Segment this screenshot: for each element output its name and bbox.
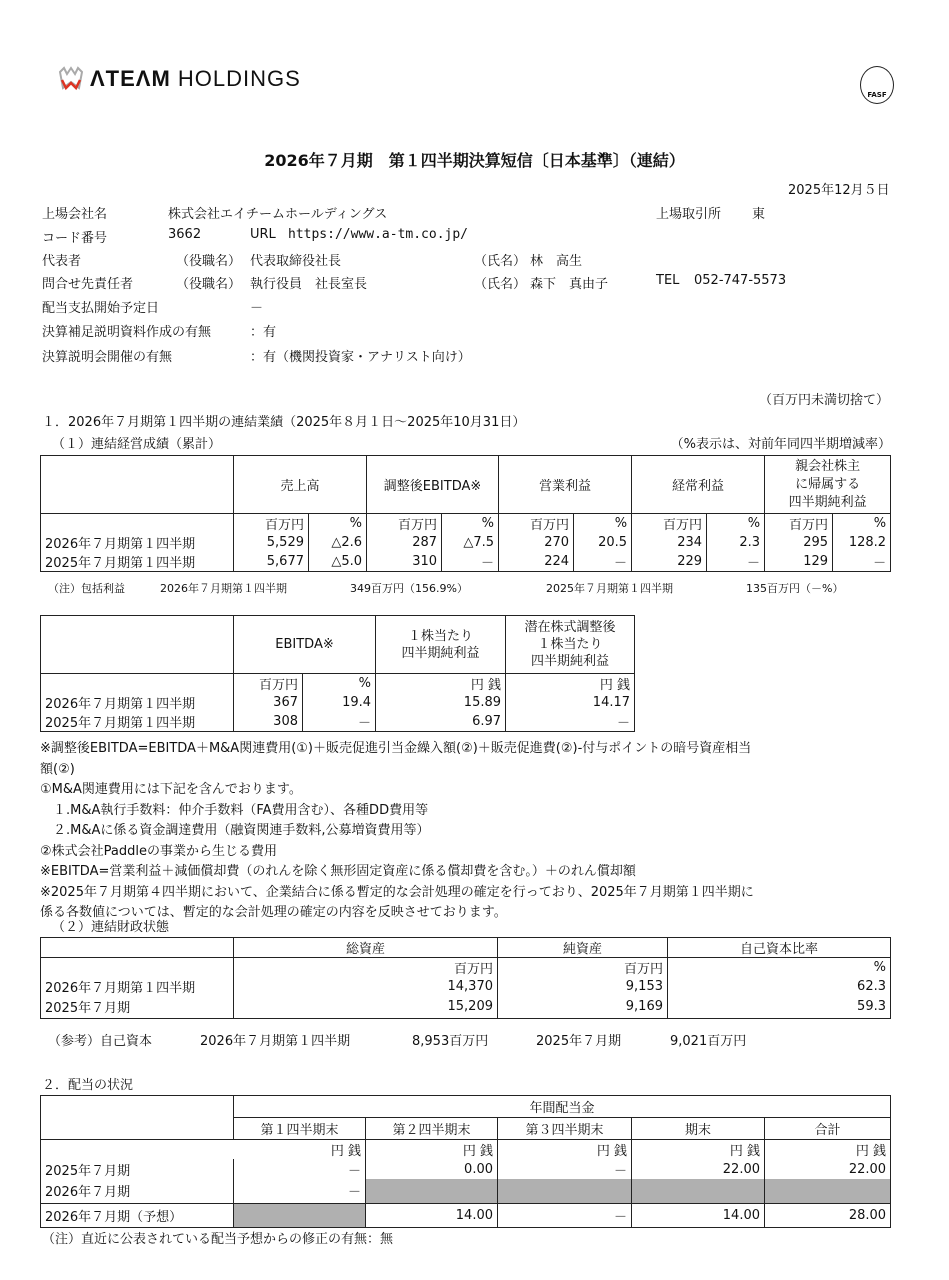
cell-value: － xyxy=(833,552,891,572)
unit: % xyxy=(442,514,499,534)
header-annual-dividend: 年間配当金 xyxy=(234,1096,891,1118)
cell-value: － xyxy=(234,1179,366,1203)
cell-value: △2.6 xyxy=(309,533,367,552)
unit: 円 銭 xyxy=(599,678,631,693)
contact-label: 問合せ先責任者 xyxy=(42,277,134,292)
header-q1: 第１四半期末 xyxy=(234,1118,366,1140)
footnote-line: ２.M&Aに係る資金調達費用（融資関連手数料,公募増資費用等） xyxy=(40,823,430,838)
table-row xyxy=(41,693,635,712)
header-diluted-eps: 潜在株式調整後 １株当たり 四半期純利益 xyxy=(524,620,616,669)
row-label: 2025年７月期 xyxy=(41,1159,234,1179)
unit: 百万円 xyxy=(498,958,668,978)
unit-row xyxy=(41,1140,891,1160)
section2-subtitle: （２）連結財政状態 xyxy=(52,920,170,935)
unit-row xyxy=(41,674,635,694)
footnote-line: ※調整後EBITDA=EBITDA＋M&A関連費用(①)＋販売促進引当金繰入額(②)＋販売促進費(②)-付与ポイントの暗号資産相当 xyxy=(40,741,752,756)
table-row xyxy=(41,552,891,572)
table-row xyxy=(41,977,891,996)
operating-results-table xyxy=(40,455,891,572)
cell-value: 20.5 xyxy=(574,533,632,552)
header-total-assets: 総資産 xyxy=(234,938,498,958)
ci-value2: 135百万円（－%） xyxy=(746,582,844,595)
dividend-note: （注）直近に公表されている配当予想からの修正の有無：無 xyxy=(42,1232,394,1247)
exchange-label: 上場取引所 xyxy=(656,207,722,222)
unit: 円 銭 xyxy=(366,1140,498,1160)
table-row xyxy=(41,1159,891,1179)
fasf-seal: FASF xyxy=(860,66,894,104)
cell-value: 234 xyxy=(632,533,707,552)
cell-value: 14.17 xyxy=(506,693,635,712)
cell-value: 270 xyxy=(499,533,574,552)
logo-mark-icon xyxy=(58,66,84,92)
cell-value xyxy=(234,1203,366,1227)
equity-ref-period1: 2026年７月期第１四半期 xyxy=(200,1034,351,1049)
cell-value: － xyxy=(303,712,376,732)
cell-value: － xyxy=(506,712,635,732)
contact-name-label: （氏名） xyxy=(474,277,527,292)
comprehensive-income-label: （注）包括利益 xyxy=(48,582,125,595)
cell-value: － xyxy=(498,1159,632,1179)
footnote-line: １.M&A執行手数料：仲介手数料（FA費用含む）、各種DD費用等 xyxy=(40,802,429,818)
cell-value: 295 xyxy=(765,533,833,552)
unit: % xyxy=(574,514,632,534)
row-label: 2026年７月期 xyxy=(41,1179,234,1203)
header-adj-ebitda: 調整後EBITDA※ xyxy=(367,456,499,514)
pct-note: （%表示は、対前年同四半期増減率） xyxy=(670,437,891,452)
unit: 円 銭 xyxy=(330,1144,361,1159)
header-operating-profit: 営業利益 xyxy=(499,456,632,514)
row-label: 2026年７月期第１四半期 xyxy=(41,977,234,996)
section3-title: ２．配当の状況 xyxy=(42,1078,134,1093)
url-label: URL xyxy=(250,227,276,242)
footnote-line: 係る各数値については、暫定的な会計処理の確定の内容を反映させております。 xyxy=(40,905,507,920)
cell-value: 9,153 xyxy=(498,977,668,996)
header-sales: 売上高 xyxy=(234,456,367,514)
report-date: 2025年12月５日 xyxy=(788,183,890,198)
unit: % xyxy=(707,514,765,534)
header-q3: 第３四半期末 xyxy=(498,1118,632,1140)
unit: 百万円 xyxy=(789,518,829,533)
url-link[interactable]: https://www.a-tm.co.jp/ xyxy=(288,227,469,242)
contact-role-label: （役職名） xyxy=(176,277,242,292)
section1-title: １．2026年７月期第１四半期の連結業績（2025年８月１日～2025年10月31日） xyxy=(42,415,526,430)
tel-label: TEL xyxy=(656,273,680,288)
cell-value: 367 xyxy=(234,693,303,712)
unit: 百万円 xyxy=(234,514,309,534)
ci-value1: 349百万円（156.9%） xyxy=(350,582,468,595)
cell-value: 5,677 xyxy=(234,552,309,572)
unit: 百万円 xyxy=(258,678,298,693)
footnote-line: ※EBITDA=営業利益＋減価償却費（のれんを除く無形固定資産に係る償却費を含む。）＋のれん償却額 xyxy=(40,864,636,879)
supp-value: ：有 xyxy=(250,325,277,340)
rep-role-label: （役職名） xyxy=(176,254,242,269)
unit: % xyxy=(873,960,886,975)
unit: 百万円 xyxy=(663,518,703,533)
cell-value: 9,169 xyxy=(498,996,668,1018)
rep-name: 林 高生 xyxy=(530,254,583,269)
cell-value: 59.3 xyxy=(668,996,891,1018)
footnote-line: ②株式会社Paddleの事業から生じる費用 xyxy=(40,843,277,859)
equity-ref-value1: 8,953百万円 xyxy=(412,1034,489,1049)
cell-value: 14.00 xyxy=(632,1203,765,1227)
unit-row xyxy=(41,514,891,534)
cell-value: 129 xyxy=(765,552,833,572)
cell-value: － xyxy=(574,552,632,572)
cell-value: 2.3 xyxy=(707,533,765,552)
unit: % xyxy=(309,514,367,534)
cell-value: 229 xyxy=(632,552,707,572)
cell-value xyxy=(366,1179,498,1203)
unit: 円 銭 xyxy=(765,1140,891,1160)
unit: 百万円 xyxy=(234,958,498,978)
cell-value: 15.89 xyxy=(376,693,506,712)
cell-value: △7.5 xyxy=(442,533,499,552)
equity-ref-period2: 2025年７月期 xyxy=(536,1034,622,1049)
unit: % xyxy=(303,674,376,694)
cell-value: 62.3 xyxy=(668,977,891,996)
unit: % xyxy=(833,514,891,534)
ebitda-eps-table xyxy=(40,615,635,732)
footnote-line: 額(②) xyxy=(40,761,75,777)
cell-value xyxy=(632,1179,765,1203)
footnote-line: ①M&A関連費用には下記を含んでおります。 xyxy=(40,782,302,797)
cell-value: 19.4 xyxy=(303,693,376,712)
cell-value: 22.00 xyxy=(632,1159,765,1179)
cell-value: － xyxy=(707,552,765,572)
ci-period2: 2025年７月期第１四半期 xyxy=(546,582,673,595)
header-total: 合計 xyxy=(814,1123,841,1138)
company-logo xyxy=(58,66,301,92)
footnote-line: ※2025年７月期第４四半期において、企業結合に係る暫定的な会計処理の確定を行っており、2025年７月期第１四半期に xyxy=(40,884,754,900)
unit: 円 銭 xyxy=(498,1140,632,1160)
cell-value: 22.00 xyxy=(765,1159,891,1179)
table-row xyxy=(41,1179,891,1203)
cell-value: 128.2 xyxy=(833,533,891,552)
cell-value: 287 xyxy=(367,533,442,552)
header-ebitda: EBITDA※ xyxy=(234,616,376,674)
company-name: 株式会社エイチームホールディングス xyxy=(168,207,388,222)
table-row xyxy=(41,712,635,732)
cell-value: 5,529 xyxy=(234,533,309,552)
cell-value xyxy=(765,1179,891,1203)
unit: 百万円 xyxy=(398,518,438,533)
cell-value: 6.97 xyxy=(376,712,506,732)
table-row xyxy=(41,996,891,1018)
briefing-label: 決算説明会開催の有無 xyxy=(42,350,173,365)
ci-period1: 2026年７月期第１四半期 xyxy=(160,582,287,595)
code-value: 3662 xyxy=(168,227,202,242)
contact-name: 森下 真由子 xyxy=(530,277,609,292)
code-label: コード番号 xyxy=(42,231,108,246)
financial-position-table xyxy=(40,937,891,1019)
tel-value: 052-747-5573 xyxy=(694,273,787,288)
header-ordinary-profit: 経常利益 xyxy=(632,456,765,514)
row-label: 2026年７月期第１四半期 xyxy=(41,533,234,552)
cell-value: － xyxy=(498,1203,632,1227)
rep-label: 代表者 xyxy=(42,254,82,269)
row-label: 2026年７月期（予想） xyxy=(41,1203,234,1227)
header-net-assets: 純資産 xyxy=(498,938,668,958)
header-net-income: 親会社株主 に帰属する 四半期純利益 xyxy=(788,458,867,510)
cell-value: － xyxy=(442,552,499,572)
row-label: 2025年７月期 xyxy=(41,996,234,1018)
dividend-date-value: － xyxy=(250,301,264,316)
cell-value: 28.00 xyxy=(765,1203,891,1227)
section1-subtitle: （１）連結経営成績（累計） xyxy=(52,437,222,452)
briefing-value: ：有（機関投資家・アナリスト向け） xyxy=(250,350,471,365)
unit: 百万円 xyxy=(530,518,570,533)
cell-value: － xyxy=(234,1159,366,1179)
header-q2: 第２四半期末 xyxy=(366,1118,498,1140)
rounding-note: （百万円未満切捨て） xyxy=(758,393,889,408)
unit: 円 銭 xyxy=(376,674,506,694)
header-equity-ratio: 自己資本比率 xyxy=(739,942,818,957)
exchange-value: 東 xyxy=(752,207,766,222)
rep-role: 代表取締役社長 xyxy=(250,254,342,269)
contact-role: 執行役員 社長室長 xyxy=(250,277,368,292)
cell-value: 0.00 xyxy=(366,1159,498,1179)
company-label: 上場会社名 xyxy=(42,207,108,222)
cell-value: 15,209 xyxy=(234,996,498,1018)
dividend-date-label: 配当支払開始予定日 xyxy=(42,301,160,316)
footnotes xyxy=(40,739,754,924)
dividend-table xyxy=(40,1095,891,1228)
unit: 円 銭 xyxy=(632,1140,765,1160)
unit-row xyxy=(41,958,891,978)
cell-value: △5.0 xyxy=(309,552,367,572)
page-title: 2026年７月期 第１四半期決算短信〔日本基準〕（連結） xyxy=(264,151,685,170)
cell-value: 310 xyxy=(367,552,442,572)
table-row xyxy=(41,533,891,552)
header-eps: １株当たり 四半期純利益 xyxy=(376,616,506,674)
row-label: 2026年７月期第１四半期 xyxy=(41,693,234,712)
rep-name-label: （氏名） xyxy=(474,254,527,269)
equity-ref-label: （参考）自己資本 xyxy=(48,1034,153,1049)
table-row xyxy=(41,1203,891,1227)
equity-ref-value2: 9,021百万円 xyxy=(670,1034,747,1049)
cell-value: 14,370 xyxy=(234,977,498,996)
cell-value: 14.00 xyxy=(366,1203,498,1227)
cell-value xyxy=(498,1179,632,1203)
header-year-end: 期末 xyxy=(632,1118,765,1140)
row-label: 2025年７月期第１四半期 xyxy=(41,552,234,572)
supp-label: 決算補足説明資料作成の有無 xyxy=(42,325,212,340)
cell-value: 308 xyxy=(234,712,303,732)
logo-text: ΛTEΛM HOLDINGS xyxy=(90,66,301,91)
cell-value: 224 xyxy=(499,552,574,572)
row-label: 2025年７月期第１四半期 xyxy=(41,712,234,732)
